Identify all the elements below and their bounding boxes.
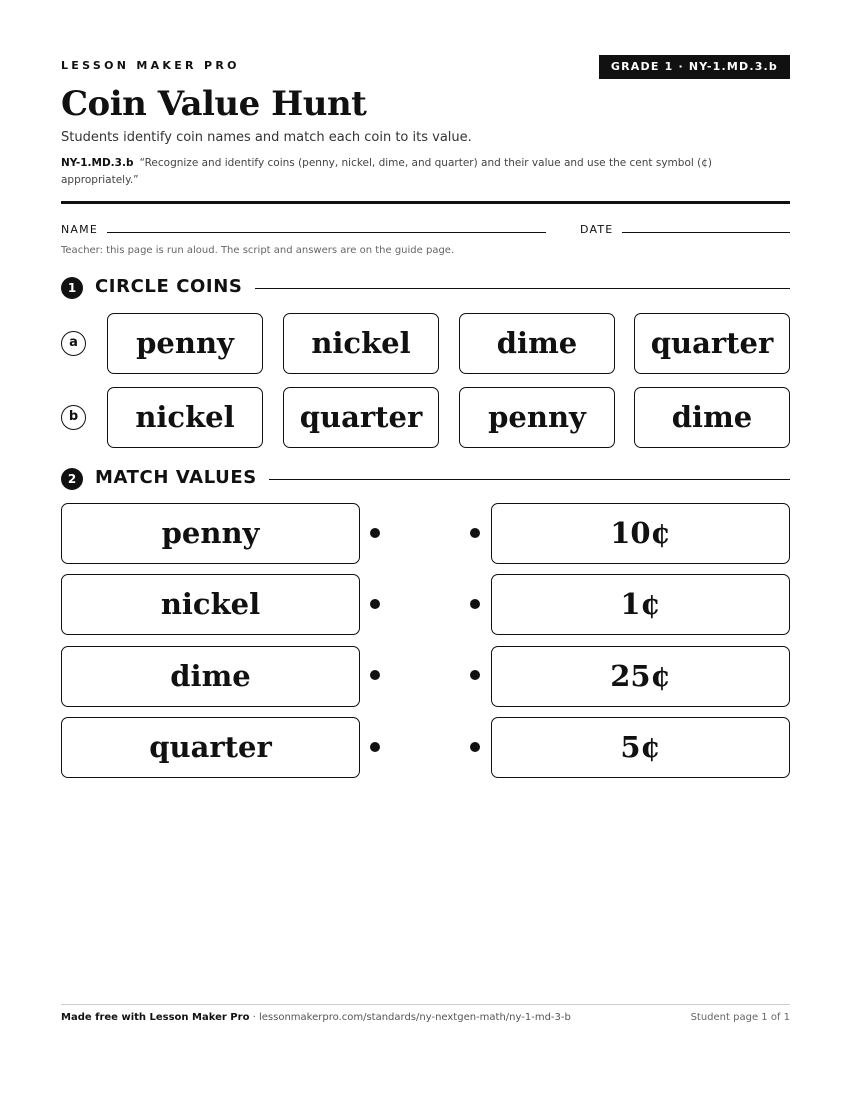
- footer-page-number: Student page 1 of 1: [690, 1012, 790, 1023]
- footer-credit: [61, 1012, 571, 1023]
- match-dot-left[interactable]: [370, 670, 380, 680]
- match-coin-value: 1¢: [491, 574, 790, 635]
- match-coin-value: 10¢: [491, 503, 790, 564]
- coin-word-box[interactable]: penny: [459, 387, 615, 448]
- section-circle-coins-header: [61, 275, 790, 301]
- section-match-values-header: [61, 466, 790, 492]
- coin-word-box[interactable]: penny: [107, 313, 263, 374]
- match-dot-left[interactable]: [370, 742, 380, 752]
- coin-word-box[interactable]: dime: [459, 313, 615, 374]
- name-label: NAME: [61, 223, 98, 236]
- coin-word-box[interactable]: quarter: [283, 387, 439, 448]
- page-subtitle: Students identify coin names and match each coin to its value.: [61, 130, 472, 145]
- worksheet-page: [61, 0, 790, 1100]
- section-rule: [255, 288, 790, 289]
- grade-badge: GRADE 1 · NY-1.MD.3.b: [599, 55, 790, 79]
- teacher-note: Teacher: this page is run aloud. The script and answers are on the guide page.: [61, 245, 455, 256]
- footer-divider: [61, 1004, 790, 1005]
- coin-word-box[interactable]: quarter: [634, 313, 790, 374]
- section-number: 2: [61, 468, 83, 490]
- match-dot-left[interactable]: [370, 528, 380, 538]
- coin-word-box[interactable]: nickel: [283, 313, 439, 374]
- standard-code: NY-1.MD.3.b: [61, 157, 134, 169]
- header-divider: [61, 201, 790, 204]
- section-rule: [269, 479, 790, 480]
- standard-text: “Recognize and identify coins (penny, nickel, dime, and quarter) and their value and use the cent symbol (¢) appropriately.”: [61, 157, 713, 186]
- row-letter-b: b: [61, 405, 86, 430]
- name-field[interactable]: [107, 232, 546, 233]
- match-coin-value: 25¢: [491, 646, 790, 707]
- match-coin-name: quarter: [61, 717, 360, 778]
- brand-name: LESSON MAKER PRO: [61, 59, 240, 72]
- footer-separator: ·: [252, 1012, 259, 1023]
- match-coin-name: nickel: [61, 574, 360, 635]
- match-dot-right[interactable]: [470, 599, 480, 609]
- footer-made-with: Made free with Lesson Maker Pro: [61, 1012, 250, 1023]
- match-dot-right[interactable]: [470, 528, 480, 538]
- match-coin-name: dime: [61, 646, 360, 707]
- match-coin-value: 5¢: [491, 717, 790, 778]
- section-title: CIRCLE COINS: [95, 276, 243, 297]
- coin-word-box[interactable]: nickel: [107, 387, 263, 448]
- footer-url[interactable]: lessonmakerpro.com/standards/ny-nextgen-math/ny-1-md-3-b: [258, 1012, 571, 1023]
- match-coin-name: penny: [61, 503, 360, 564]
- coin-word-box[interactable]: dime: [634, 387, 790, 448]
- date-field[interactable]: [622, 232, 790, 233]
- match-dot-left[interactable]: [370, 599, 380, 609]
- row-letter-a: a: [61, 331, 86, 356]
- section-title: MATCH VALUES: [95, 467, 257, 488]
- match-dot-right[interactable]: [470, 670, 480, 680]
- match-dot-right[interactable]: [470, 742, 480, 752]
- page-title: Coin Value Hunt: [61, 84, 367, 124]
- section-number: 1: [61, 277, 83, 299]
- date-label: DATE: [580, 223, 614, 236]
- standard-description: [61, 155, 761, 189]
